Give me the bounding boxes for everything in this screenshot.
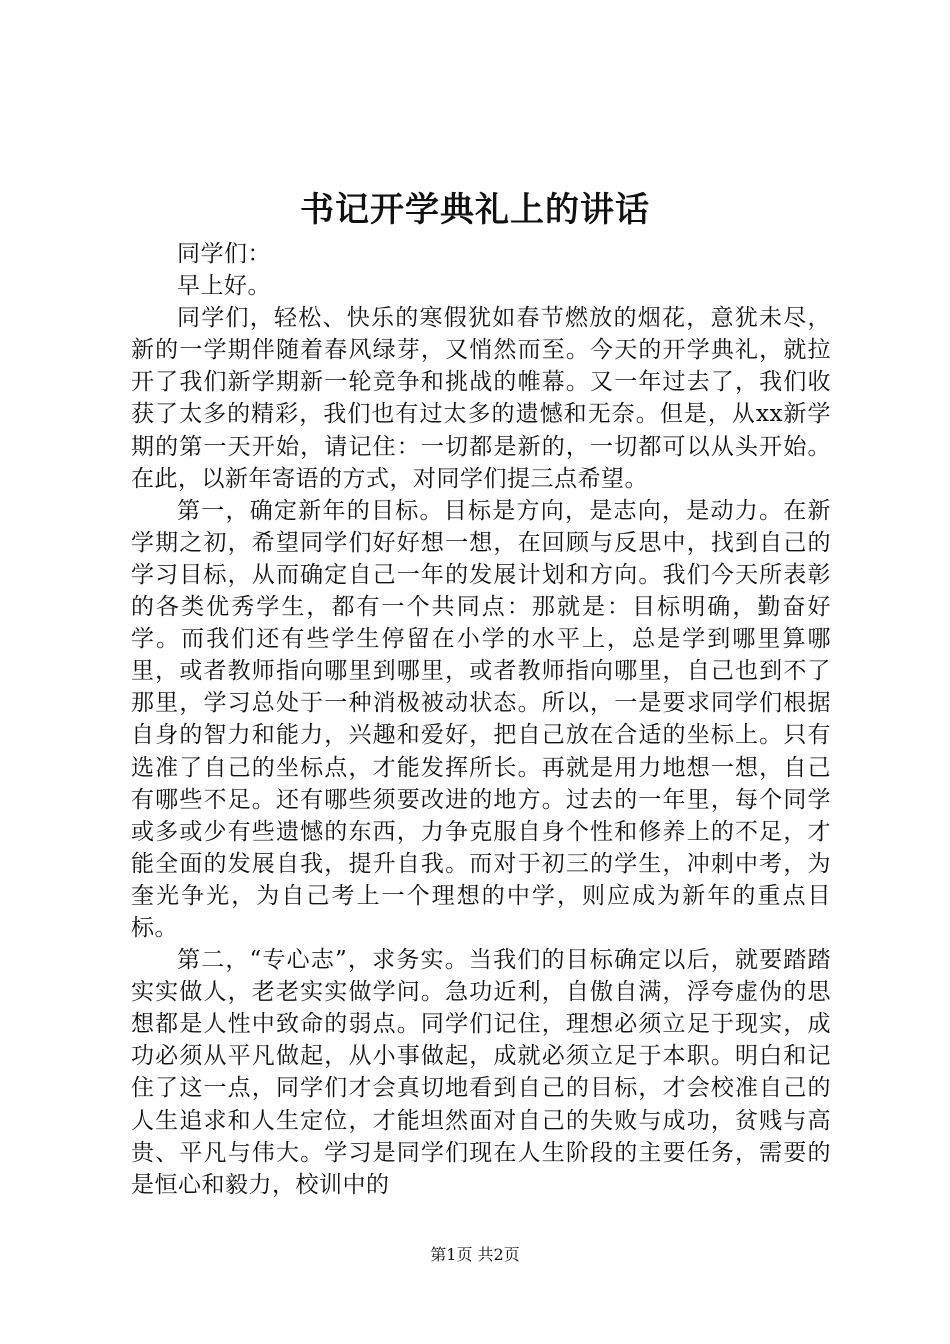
document-body xyxy=(131,238,831,1201)
document-title: 书记开学典礼上的讲话 xyxy=(300,190,650,230)
body-paragraph-intro: 同学们，轻松、快乐的寒假犹如春节燃放的烟花，意犹未尽，新的一学期伴随着春风绿芽，又悄然而至。今天的开学典礼，就拉开了我们新学期新一轮竞争和挑战的帷幕。又一年过去了，我们收获了太多的精彩，我们也有过太多的遗憾和无奈。但是，从xx新学期的第一天开始，请记住：一切都是新的，一切都可以从头开始。在此，以新年寄语的方式，对同学们提三点希望。 xyxy=(131,305,831,492)
greeting: 早上好。 xyxy=(177,273,271,300)
salutation: 同学们： xyxy=(177,241,271,267)
body-paragraph-second-hope: 第二，“专心志”，求务实。当我们的目标确定以后，就要踏踏实实做人，老老实实做学问。急功近利，自傲自满，浮夸虚伪的思想都是人性中致命的弱点。同学们记住，理想必须立足于现实，成功必须从平凡做起，从小事做起，成就必须立足于本职。明白和记住了这一点，同学们才会真切地看到自己的目标，才会校准自己的人生追求和人生定位，才能坦然面对自己的失败与成功，贫贱与高贵、平凡与伟大。学习是同学们现在人生阶段的主要任务，需要的是恒心和毅力，校训中的 xyxy=(131,947,831,1198)
page-footer: 第1页 共2页 xyxy=(430,1245,520,1264)
body-paragraph-first-hope: 第一，确定新年的目标。目标是方向，是志向，是动力。在新学期之初，希望同学们好好想一想，在回顾与反思中，找到自己的学习目标，从而确定自己一年的发展计划和方向。我们今天所表彰的各类优秀学生，都有一个共同点：那就是：目标明确，勤奋好学。而我们还有些学生停留在小学的水平上，总是学到哪里算哪里，或者教师指向哪里到哪里，或者教师指向哪里，自己也到不了那里，学习总处于一种消极被动状态。所以，一是要求同学们根据自身的智力和能力，兴趣和爱好，把自己放在合适的坐标上。只有选准了自己的坐标点，才能发挥所长。再就是用力地想一想，自己有哪些不足。还有哪些须要改进的地方。过去的一年里，每个同学或多或少有些遗憾的东西，力争克服自身个性和修养上的不足，才能全面的发展自我，提升自我。而对于初三的学生，冲刺中考，为奎光争光，为自己考上一个理想的中学，则应成为新年的重点目标。 xyxy=(131,497,831,941)
